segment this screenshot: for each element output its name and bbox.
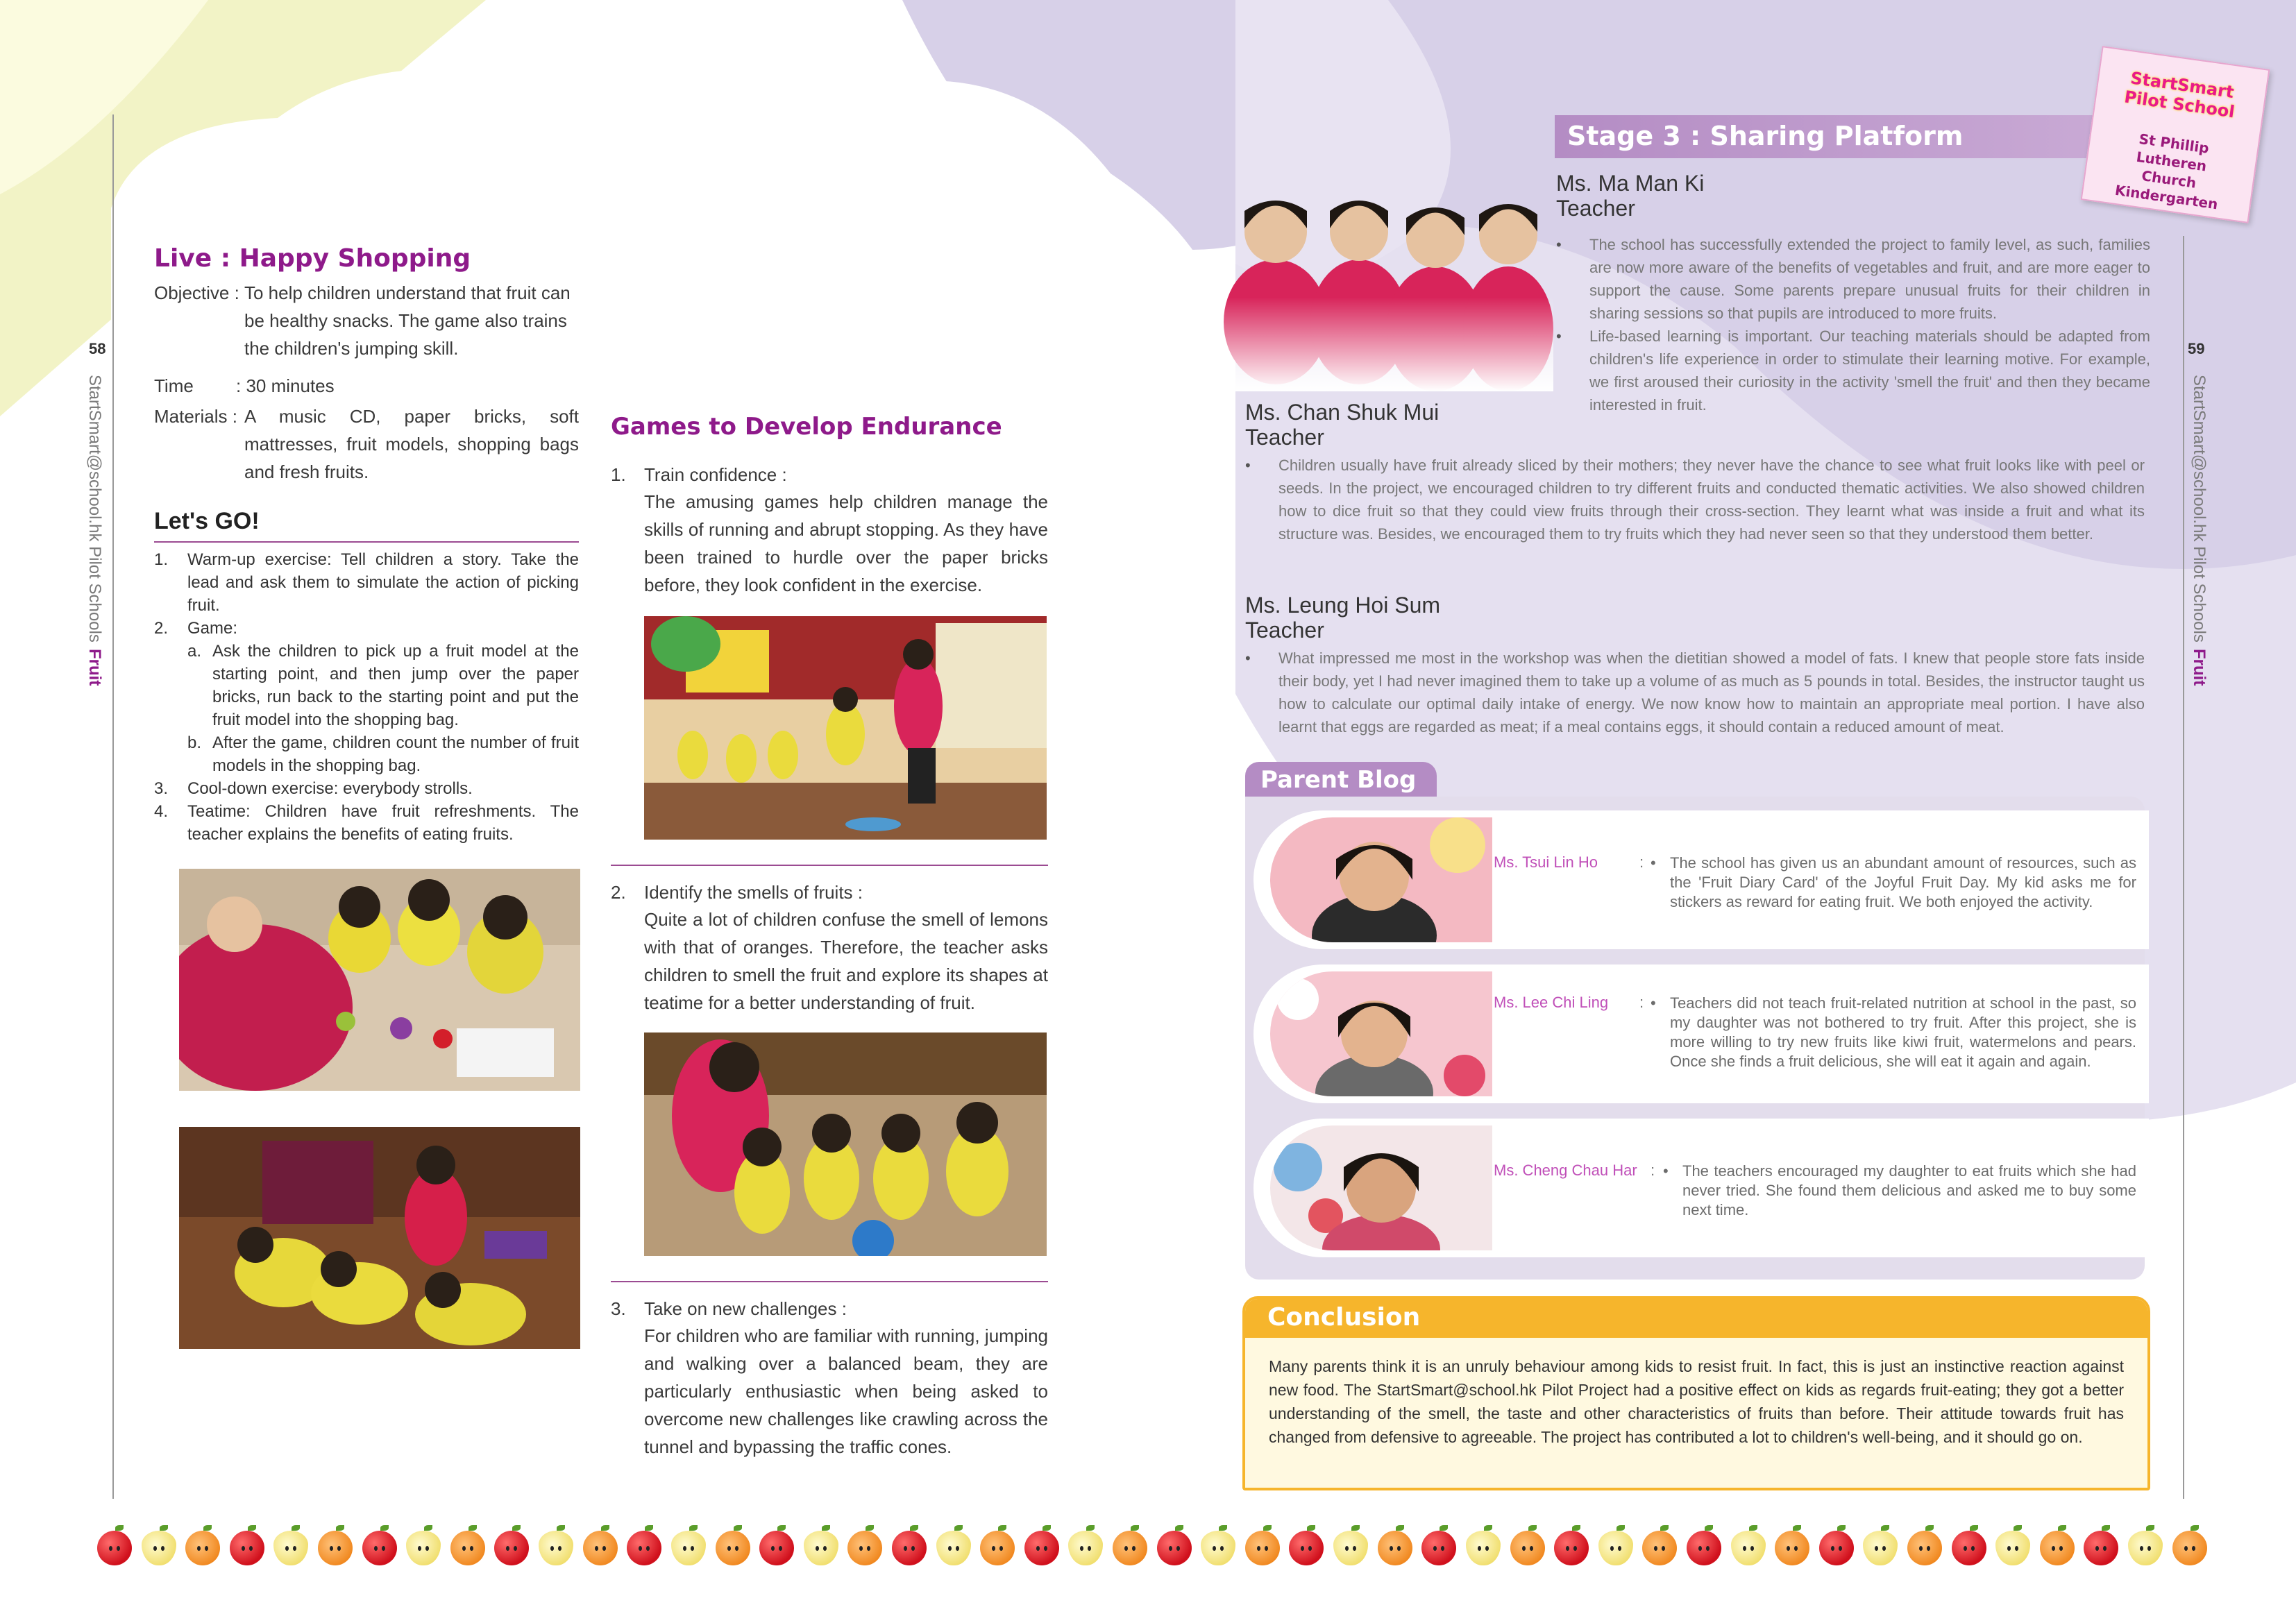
pear-icon — [804, 1531, 838, 1565]
apple-icon — [1421, 1531, 1456, 1565]
apple-icon — [1952, 1531, 1986, 1565]
orange-icon — [1642, 1531, 1677, 1565]
apple-icon — [97, 1531, 132, 1565]
orange-icon — [716, 1531, 750, 1565]
materials-text: A music CD, paper bricks, soft mattresses, fruit models, shopping bags and fresh fruits. — [244, 406, 579, 482]
stage3-title: Stage 3 : Sharing Platform — [1567, 121, 1964, 151]
time-text: : 30 minutes — [236, 375, 335, 396]
orange-icon — [1775, 1531, 1809, 1565]
parent-photo-2 — [1270, 971, 1492, 1096]
orange-icon — [2172, 1531, 2207, 1565]
left-margin-line — [112, 114, 114, 1499]
objective-label: Objective : — [154, 282, 239, 303]
apple-icon — [494, 1531, 529, 1565]
pear-icon — [671, 1531, 706, 1565]
pilot-school-badge — [2081, 46, 2270, 223]
photo-teachers — [1213, 155, 1553, 391]
pear-icon — [936, 1531, 971, 1565]
teacher1-bullet-2: • Life-based learning is important. Our teaching materials should be adapted from children's life experience in order to stimulate their learning motive. For example, we first aroused their curiosity in the activity 'smell the fruit' and then they became interested in fruit. — [1556, 328, 2150, 414]
blog-entry-2 — [1253, 965, 2149, 1103]
apple-icon — [362, 1531, 397, 1565]
pear-icon — [142, 1531, 176, 1565]
side-series-label-left: StartSmart@school.hk Pilot Schools — [85, 375, 104, 643]
games-item-1-heading: 1. Train confidence : — [611, 464, 787, 485]
pear-icon — [1333, 1531, 1368, 1565]
stage3-banner — [1555, 115, 2110, 158]
photo-hurdle-paper-bricks — [644, 616, 1047, 840]
time-label: Time — [154, 375, 194, 396]
pear-icon — [1995, 1531, 2030, 1565]
apple-icon — [759, 1531, 794, 1565]
blog-entry-2-text: • Teachers did not teach fruit-related nutrition at school in the past, so my daughter was not bothered to try fruit. After this project, she is more willing to try new fruits like kiwi fruit, watermelons and pears. Once she finds a fruit delicious, she will eat it again and again. — [1651, 994, 2136, 1070]
page-number-right: 59 — [2188, 340, 2205, 357]
parent-photo-3 — [1270, 1125, 1492, 1250]
teacher1-bullet-1: • The school has successfully extended the project to family level, as such, families are now more aware of the benefits of vegetables and fruit, and are more eager to support the cause. Some parents prepare unusual fruits for their children in sharing sessions so that pupils are introduced to more fruits. — [1556, 236, 2150, 322]
blog-entry-3-text: • The teachers encouraged my daughter to eat fruits which she had never tried. She found them delicious and asked me to buy some next time. — [1663, 1162, 2136, 1218]
orange-icon — [2040, 1531, 2075, 1565]
teacher2-role: Teacher — [1245, 425, 1324, 450]
conclusion-title: Conclusion — [1267, 1303, 1421, 1332]
side-series-label-right: StartSmart@school.hk Pilot Schools — [2190, 375, 2209, 643]
list-item: 2. Game: — [154, 619, 238, 638]
photo-children-fruit-models — [179, 869, 580, 1091]
side-topic-label-right: Fruit — [2190, 649, 2209, 686]
orange-icon — [1378, 1531, 1412, 1565]
lets-go-rule — [154, 541, 579, 543]
pear-icon — [1731, 1531, 1766, 1565]
blog-entry-3 — [1253, 1119, 2149, 1257]
conclusion-text: Many parents think it is an unruly behaviour among kids to resist fruit. In fact, this is just an instinctive reaction against new food. The StartSmart@school.hk Pilot Project had a positive effect on kids as regards fruit-eating; they got a better understanding of the smell, the taste and other characteristics of fruits than before. Their attitude towards fruit has changed from defensive to agreeable. The project has contributed a lot to children's well-being, and it should go on. — [1269, 1357, 2124, 1446]
list-item: a. Ask the children to pick up a fruit model at the starting point, and then jump over the paper bricks, run back to the starting point and put the fruit model into the shopping bag. — [187, 642, 579, 729]
list-item: 4. Teatime: Children have fruit refreshments. The teacher explains the benefits of eating fruits. — [154, 802, 579, 844]
blog-entry-1 — [1253, 810, 2149, 949]
teacher1-name: Ms. Ma Man Ki — [1556, 171, 1705, 196]
games-item-3-heading: 3. Take on new challenges : — [611, 1298, 847, 1319]
apple-icon — [892, 1531, 927, 1565]
orange-icon — [847, 1531, 882, 1565]
list-item: 1. Warm-up exercise: Tell children a story. Take the lead and ask them to simulate the action of picking fruit. — [154, 550, 579, 615]
teacher3-bullet: • What impressed me most in the workshop was when the dietitian showed a model of fats. I knew that people store fats inside their body, yet I had never imagined them to take up a volume of as much as 5 pounds in total. Besides, the instructor taught us how to calculate our optimal daily intake of energy. We now know how to maintain an appropriate meal portion. I have also learnt that eggs are regarded as meat; if a meal contains eggs, it should contain a reduced amount of meat. — [1245, 649, 2145, 736]
blog-entry-1-sep: : — [1639, 853, 1644, 871]
apple-icon — [1024, 1531, 1059, 1565]
blog-entry-1-text: • The school has given us an abundant amount of resources, such as the 'Fruit Diary Card' of the Joyful Fruit Day. My kid asks me for stickers as reward for eating fruit. We both enjoyed the activity. — [1651, 854, 2136, 910]
apple-icon — [1819, 1531, 1854, 1565]
lets-go-title: Let's GO! — [154, 508, 260, 534]
teacher3-role: Teacher — [1245, 618, 1324, 643]
teacher3-name: Ms. Leung Hoi Sum — [1245, 593, 1441, 618]
orange-icon — [318, 1531, 353, 1565]
page-number-left: 58 — [89, 340, 106, 357]
startsmart-logo: StartSmart Pilot School — [2122, 68, 2236, 122]
parent-blog-title: Parent Blog — [1260, 766, 1417, 794]
games-item-2-heading: 2. Identify the smells of fruits : — [611, 882, 863, 903]
games-item-3-text: For children who are familiar with running, jumping and walking over a balanced beam, they are particularly enthusiastic when being asked to overcome new challenges like crawling across the tunnel and bypassing the traffic cones. — [644, 1325, 1048, 1457]
apple-icon — [1554, 1531, 1589, 1565]
badge-school-name: St Phillip Lutheren Church Kindergarten — [2113, 130, 2219, 213]
orange-icon — [1907, 1531, 1942, 1565]
apple-icon — [627, 1531, 661, 1565]
apple-icon — [1157, 1531, 1192, 1565]
orange-icon — [1113, 1531, 1147, 1565]
orange-icon — [980, 1531, 1015, 1565]
games-item-2-text: Quite a lot of children confuse the smell of lemons with that of oranges. Therefore, the teacher asks children to smell the fruit and explore its shapes at teatime for a better understanding of fruit. — [644, 909, 1048, 1013]
lets-go-list — [154, 548, 579, 846]
objective-text: To help children understand that fruit can be healthy snacks. The game also trains the children's jumping skill. — [244, 282, 571, 359]
blog-entry-3-name: Ms. Cheng Chau Har — [1494, 1162, 1637, 1179]
parent-blog-tab — [1245, 762, 1437, 798]
fruit-border — [97, 1524, 2207, 1572]
apple-icon — [1687, 1531, 1721, 1565]
apple-icon — [2084, 1531, 2118, 1565]
apple-icon — [1289, 1531, 1324, 1565]
orange-icon — [185, 1531, 220, 1565]
teacher2-bullet: • Children usually have fruit already sliced by their mothers; they never have the chance to see what fruit looks like with peel or seeds. In the project, we encouraged children to try different fruits and conducted thematic activities. We also showed children how to dice fruit so that they could view fruits through their cross-section. They learnt what was inside a fruit and what its structure was. Besides, we encouraged them to try fruits which they had never seen so that they understood them better. — [1245, 457, 2145, 543]
list-item: b. After the game, children count the number of fruit models in the shopping bag. — [187, 733, 579, 775]
pear-icon — [1201, 1531, 1235, 1565]
conclusion-header — [1245, 1299, 2147, 1338]
teacher2-name: Ms. Chan Shuk Mui — [1245, 400, 1440, 425]
pear-icon — [273, 1531, 308, 1565]
photo-smell-fruit — [644, 1033, 1047, 1256]
orange-icon — [583, 1531, 618, 1565]
blog-entry-3-sep: : — [1651, 1162, 1655, 1179]
pear-icon — [406, 1531, 441, 1565]
live-title: Live : Happy Shopping — [154, 244, 471, 273]
list-item: 3. Cool-down exercise: everybody strolls. — [154, 779, 473, 798]
right-margin-line — [2183, 236, 2184, 1499]
games-title: Games to Develop Endurance — [611, 413, 1002, 441]
pear-icon — [1068, 1531, 1103, 1565]
pear-icon — [539, 1531, 573, 1565]
orange-icon — [1245, 1531, 1280, 1565]
blog-entry-1-name: Ms. Tsui Lin Ho — [1494, 853, 1598, 871]
orange-icon — [450, 1531, 485, 1565]
photo-children-crawling — [179, 1127, 580, 1349]
blog-entry-2-name: Ms. Lee Chi Ling — [1494, 994, 1609, 1011]
side-topic-label-left: Fruit — [85, 649, 104, 686]
pear-icon — [1863, 1531, 1898, 1565]
pear-icon — [2128, 1531, 2163, 1565]
materials-label: Materials : — [154, 406, 237, 427]
games-divider-2 — [611, 1281, 1048, 1282]
blog-entry-2-sep: : — [1639, 994, 1644, 1011]
games-divider-1 — [611, 865, 1048, 866]
parent-photo-1 — [1270, 817, 1492, 942]
teacher1-role: Teacher — [1556, 196, 1635, 221]
games-item-1-text: The amusing games help children manage the skills of running and abrupt stopping. As they have been trained to hurdle over the paper bricks before, they look confident in the exercise. — [644, 491, 1048, 595]
pear-icon — [1466, 1531, 1501, 1565]
orange-icon — [1510, 1531, 1545, 1565]
apple-icon — [230, 1531, 264, 1565]
conclusion-box — [1242, 1296, 2150, 1490]
pear-icon — [1598, 1531, 1633, 1565]
